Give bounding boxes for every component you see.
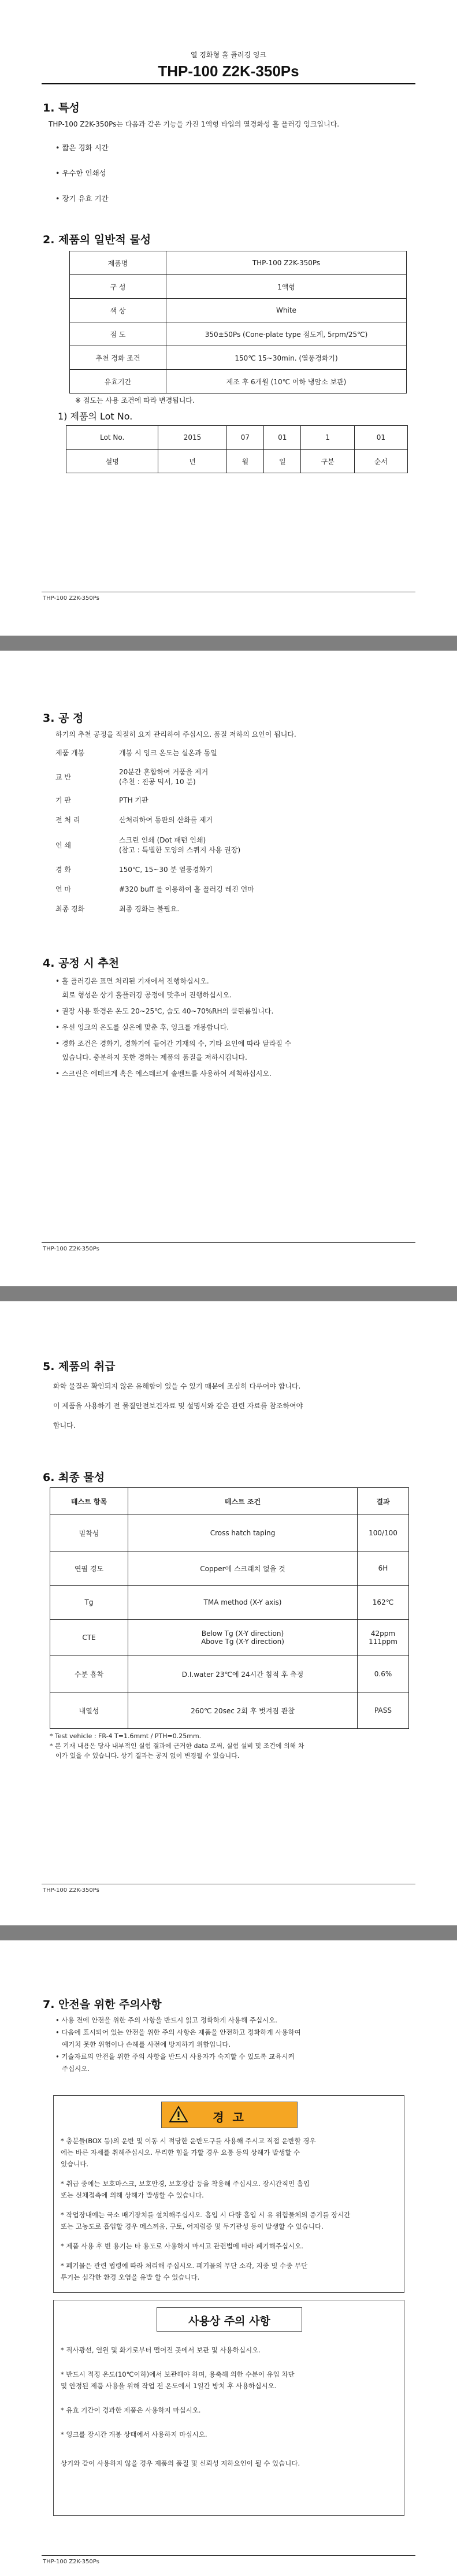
section-text: THP-100 Z2K-350Ps는 다음과 같은 기능을 가진 1액형 타입의 열경화성 홀 플러깅 잉크입니다. [49, 120, 340, 128]
handling-text: 화학 물질은 확인되지 않은 유해함이 있을 수 있기 때문에 조심히 다루어야 합니다. 이 제품을 사용하기 전 물질안전보건자료 및 설명서와 같은 관련 자료를 참조하여야 합니다. [53, 1382, 303, 1430]
page-footer: THP-100 Z2K-350Ps [43, 2559, 99, 2565]
lot-table [66, 425, 408, 473]
page-footer: THP-100 Z2K-350Ps [43, 595, 99, 602]
table-cell: 유효기간 [70, 370, 166, 394]
table-cell: 내열성 [50, 1692, 128, 1729]
process-step: 연 마 #320 buff 를 이용하여 홀 플러깅 레진 연마 [55, 885, 254, 893]
table-cell: 년 [158, 450, 226, 473]
table-cell: White [166, 299, 407, 322]
list-item: • 사용 전에 안전을 위한 주의 사항을 반드시 읽고 정확하게 사용해 주십시오. [55, 2016, 277, 2024]
caution-list [61, 2344, 397, 2477]
table-cell: 100/100 [358, 1515, 409, 1551]
process-step: 인 쇄스크린 인쇄 (Dot 패턴 인쇄) (참고 : 특별한 모양의 스퀴지 사용 권장) [55, 836, 241, 854]
table-row [50, 1586, 409, 1620]
footer-rule [42, 2555, 415, 2556]
page-gap [0, 636, 457, 651]
column-header: 테스트 조건 [128, 1488, 358, 1515]
table-cell: Lot No. [66, 426, 158, 450]
process-step: 최종 경화 최종 경화는 불필요. [55, 905, 180, 913]
caution-box [53, 2300, 404, 2516]
table-cell: 01 [354, 426, 407, 450]
page-footer: THP-100 Z2K-350Ps [43, 1887, 99, 1894]
safety-list [55, 2014, 425, 2075]
table-cell: D.I.water 23℃에 24시간 침적 후 측정 [128, 1656, 358, 1692]
warning-item: * 작업장내에는 국소 배기장치를 설치해주십시오. 흡입 시 다량 흡입 시 유 위험물체의 증기를 장시간 또는 고농도로 흡입할 경우 메스꺼움, 구토, 어지럼증 및 두기관성 등이 발생할 수 있습니다. [61, 2211, 351, 2230]
page-footer: THP-100 Z2K-350Ps [43, 1246, 99, 1252]
table-cell: 1액형 [166, 275, 407, 299]
section-heading: 2. 제품의 일반적 물성 [43, 233, 151, 246]
title-rule [42, 83, 415, 84]
process-step: 교 반20분간 혼합하여 거품을 제거 (추천 : 진공 믹서, 10 분) [55, 768, 209, 786]
list-item: • 기술자료의 안전을 위한 주의 사항을 반드시 사용자가 숙지할 수 있도록 교육시켜 주십시오. [55, 2052, 295, 2073]
final-properties-table [50, 1487, 409, 1729]
table-cell: Cross hatch taping [128, 1515, 358, 1551]
caution-item: 상기와 같이 사용하지 않을 경우 제품의 품질 및 신뢰성 저하요인이 될 수 있습니다. [61, 2459, 300, 2467]
warning-title: 경 고 [213, 2110, 246, 2124]
list-item: • 우선 잉크의 온도를 실온에 맞춘 후, 잉크를 개봉합니다. [55, 1023, 229, 1031]
table-cell: 2015 [158, 426, 226, 450]
table-cell: 구분 [301, 450, 354, 473]
table-cell: PASS [358, 1692, 409, 1729]
section-heading: 6. 최종 물성 [43, 1471, 105, 1484]
process-step: 전 처 리 산처리하여 동판의 산화를 제거 [55, 816, 213, 824]
table-row [50, 1620, 409, 1656]
bullet-item: • 우수한 인쇄성 [55, 169, 106, 177]
table-cell: 07 [226, 426, 263, 450]
section-heading: 5. 제품의 취급 [43, 1360, 116, 1373]
table-cell: 연필 경도 [50, 1551, 128, 1586]
properties-table [69, 251, 407, 394]
caution-banner [157, 2307, 302, 2332]
section-heading: 4. 공정 시 추천 [43, 957, 120, 970]
caution-item: * 직사광선, 열원 및 화기로부터 떨어진 곳에서 보관 및 사용하십시오. [61, 2346, 261, 2354]
list-item: • 권장 사용 환경은 온도 20~25℃, 습도 40~70%RH의 클린룸입니다. [55, 1007, 274, 1015]
table-cell: 42ppm 111ppm [358, 1620, 409, 1656]
table-cell: 01 [264, 426, 301, 450]
recommendation-list [55, 974, 425, 1081]
warning-item: * 폐기물은 관련 법령에 따라 처리해 주십시오. 폐기물의 무단 소각, 지중 및 수중 무단 투기는 심각한 환경 오염을 유발 할 수 있습니다. [61, 2262, 308, 2281]
warning-box [53, 2095, 404, 2293]
process-step: 경 화 150℃, 15~30 분 열풍경화기 [55, 866, 213, 874]
process-list [55, 748, 414, 923]
table-cell: 일 [264, 450, 301, 473]
warning-list [61, 2135, 397, 2291]
table-row [70, 370, 407, 394]
table-cell: 순서 [354, 450, 407, 473]
table-row [70, 346, 407, 370]
table-cell: 제조 후 6개월 (10℃ 이하 냉암소 보관) [166, 370, 407, 394]
table-cell: 수분 흡착 [50, 1656, 128, 1692]
table-cell: 6H [358, 1551, 409, 1586]
table-cell: 추천 경화 조건 [70, 346, 166, 370]
table-cell: CTE [50, 1620, 128, 1656]
table-cell: TMA method (X-Y axis) [128, 1586, 358, 1620]
footer-rule [42, 1242, 415, 1243]
table-cell: THP-100 Z2K-350Ps [166, 251, 407, 275]
table-cell: 1 [301, 426, 354, 450]
table-cell: 설명 [66, 450, 158, 473]
section-heading: 3. 공 정 [43, 712, 84, 725]
table-row [70, 251, 407, 275]
section-heading: 7. 안전을 위한 주의사항 [43, 1998, 162, 2011]
column-header: 테스트 항목 [50, 1488, 128, 1515]
table-cell: Tg [50, 1586, 128, 1620]
table-cell: 제품명 [70, 251, 166, 275]
caution-item: * 유효 기간이 경과한 제품은 사용하지 마십시오. [61, 2406, 201, 2414]
list-item: • 홀 플러깅은 표면 처리된 기재에서 진행하십시오. 회로 형성은 상기 홀플러깅 공정에 맞추어 진행하십시오. [55, 977, 232, 999]
list-item: • 스크린은 에테르계 혹은 에스테르계 솔벤트를 사용하여 세척하십시오. [55, 1070, 272, 1078]
process-step: 기 판 PTH 기판 [55, 796, 148, 804]
table-cell: 260℃ 20sec 2회 후 벗겨짐 관찰 [128, 1692, 358, 1729]
table-cell: 구 성 [70, 275, 166, 299]
table-cell: Copper에 스크래치 없을 것 [128, 1551, 358, 1586]
table-row [66, 426, 408, 450]
doc-title: THP-100 Z2K-350Ps [158, 62, 299, 80]
bullet-item: • 짧은 경화 시간 [55, 143, 109, 152]
table-row [50, 1692, 409, 1729]
table-row [50, 1656, 409, 1692]
warning-item: * 취급 중에는 보호마스크, 보호안경, 보호장갑 등을 착용해 주십시오. 장시간직인 흡입 또는 신체접촉에 의해 상해가 발생할 수 있습니다. [61, 2180, 310, 2199]
table-cell: 350±50Ps (Cone-plate type 점도계, 5rpm/25℃) [166, 322, 407, 346]
table-header-row [50, 1488, 409, 1515]
list-item: • 다음에 표시되어 있는 안전을 위한 주의 사항은 제품을 안전하고 정확하게 사용하여 예기치 못한 위험이나 손해를 사전에 방지하기 위함입니다. [55, 2028, 301, 2048]
table-cell: Below Tg (X-Y direction) Above Tg (X-Y direction) [128, 1620, 358, 1656]
column-header: 결과 [358, 1488, 409, 1515]
process-step: 제품 개봉 개봉 시 잉크 온도는 실온과 동일 [55, 749, 217, 757]
section-text: 하기의 추천 공정을 적절히 요지 관리하여 주십시오. 품질 저하의 요인이 됩니다. [55, 730, 296, 738]
table-cell: 월 [226, 450, 263, 473]
page-gap [0, 1286, 457, 1301]
bullet-item: • 장기 유효 기간 [55, 194, 109, 203]
caution-title: 사용상 주의 사항 [188, 2315, 270, 2328]
subsection-heading: 1) 제품의 Lot No. [58, 411, 133, 422]
list-item: • 경화 조건은 경화기, 경화기에 들어간 기재의 수, 기타 요인에 따라 달라질 수 있습니다. 충분하지 못한 경화는 제품의 품질을 저하시킵니다. [55, 1040, 292, 1061]
table-note: ※ 점도는 사용 조건에 따라 변경됩니다. [75, 396, 195, 404]
doc-subtitle: 열 경화형 홀 플러깅 잉크 [190, 51, 267, 59]
warning-item: * 충분들(BOX 등)의 운반 및 이동 시 적당한 운반도구를 사용해 주시고 직접 운반할 경우 에는 바른 자세를 취해주십시오. 무리한 힘을 가할 경우 요통 등의 상해가 발생할 수 있습니다. [61, 2137, 316, 2168]
table-cell: 150℃ 15~30min. (열풍경화기) [166, 346, 407, 370]
table-row [50, 1515, 409, 1551]
table-row [70, 299, 407, 322]
table-row [50, 1551, 409, 1586]
caution-item: * 반드시 적정 온도(10℃이하)에서 보관해야 하며, 용축해 의한 수분이 유입 차단 및 안정된 제품 사용을 위해 작업 전 온도에서 1일간 방치 후 사용하십시오. [61, 2370, 295, 2390]
page-gap [0, 1925, 457, 1940]
table-notes: * Test vehicle : FR-4 T=1.6mmt / PTH=0.25mm. * 본 기재 내용은 당사 내부적인 실험 결과에 근거한 data 로써, 실험 설비 및 조건에 의해 차 이가 있을 수 있습니다. 상기 결과는 공지 없이 변경될 수 있습니다. [50, 1732, 304, 1760]
table-row [70, 275, 407, 299]
warning-item: * 제품 사용 후 빈 용기는 타 용도로 사용하지 마시고 관련법에 따라 폐기해주십시오. [61, 2242, 303, 2250]
table-cell: 색 상 [70, 299, 166, 322]
table-cell: 밀착성 [50, 1515, 128, 1551]
table-cell: 162℃ [358, 1586, 409, 1620]
table-cell: 0.6% [358, 1656, 409, 1692]
table-row [66, 450, 408, 473]
section-heading: 1. 특성 [43, 102, 80, 114]
table-row [70, 322, 407, 346]
warning-banner [161, 2102, 298, 2128]
caution-item: * 잉크를 장시간 개봉 상태에서 사용하지 마십시오. [61, 2430, 207, 2438]
table-cell: 점 도 [70, 322, 166, 346]
